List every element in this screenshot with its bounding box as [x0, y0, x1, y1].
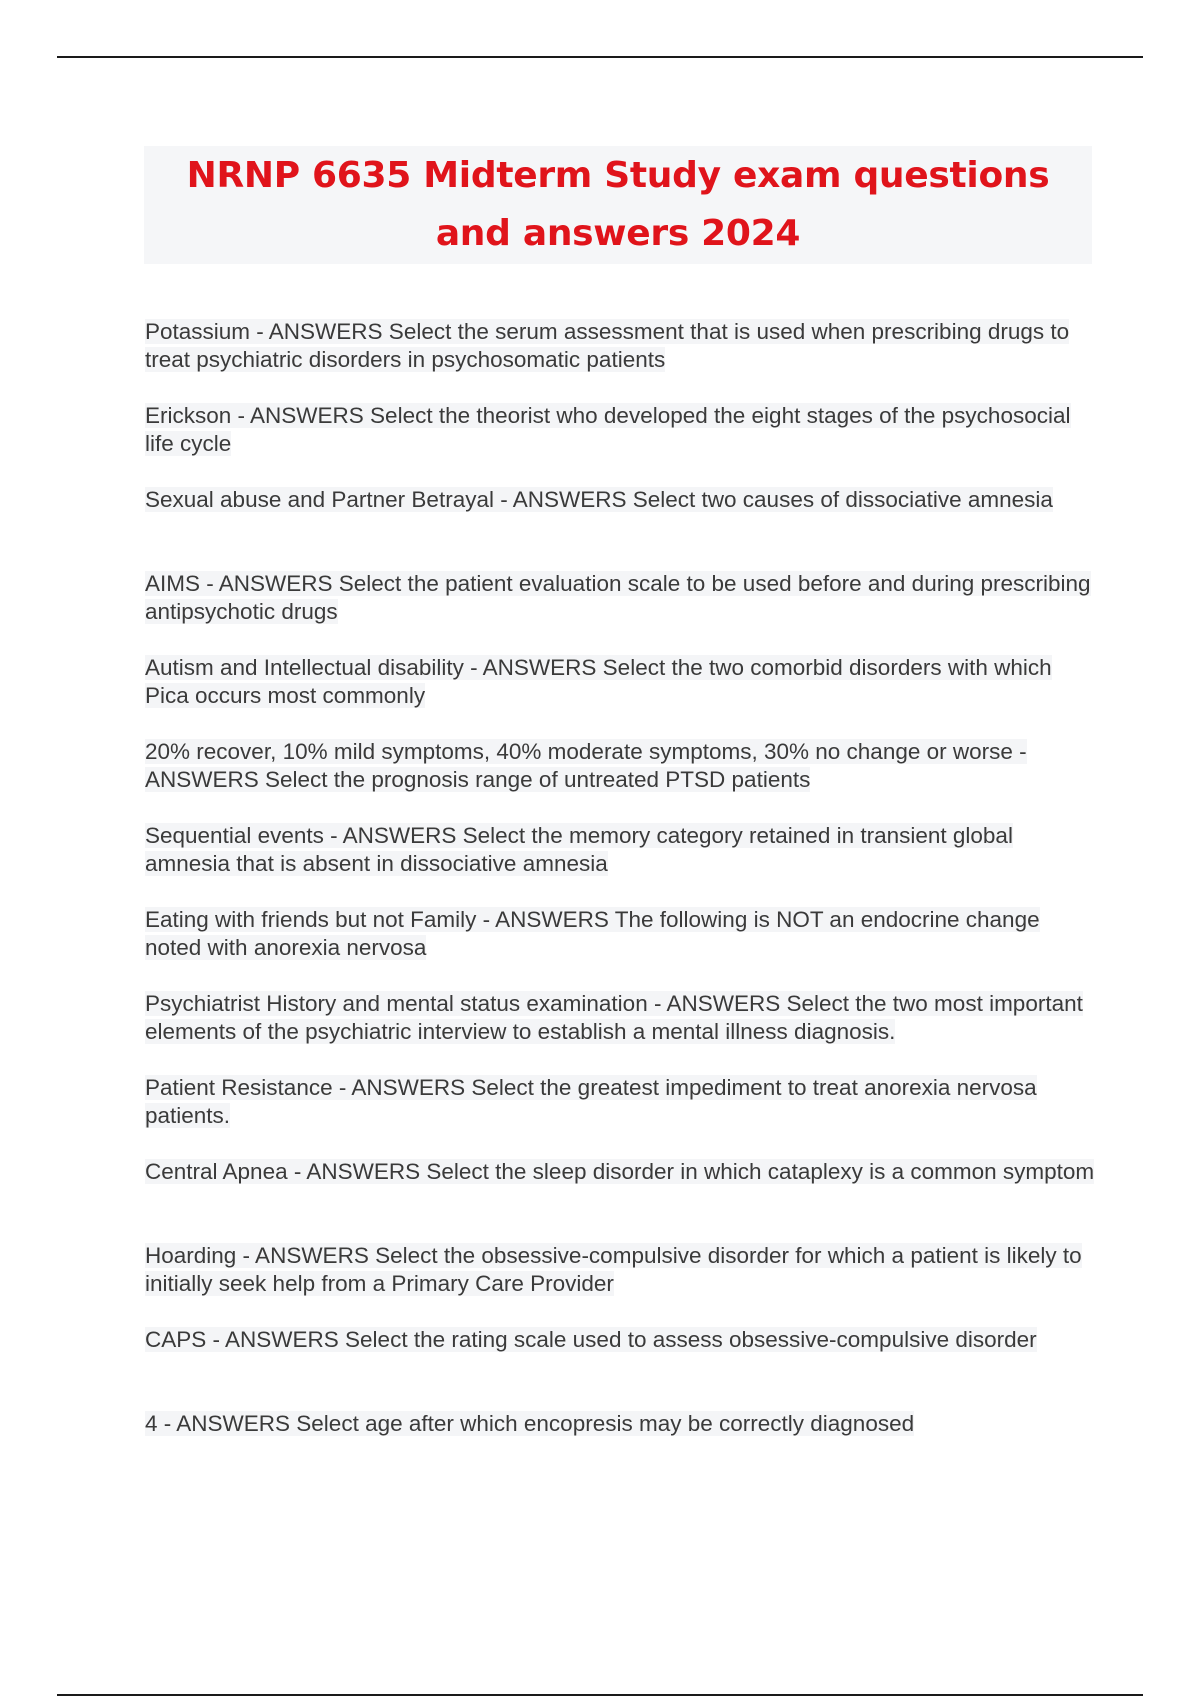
qa-item — [145, 1410, 1095, 1494]
qa-item — [145, 1074, 1095, 1158]
qa-text: Erickson - ANSWERS Select the theorist who developed the eight stages of the psychosocial life cycle — [145, 403, 1071, 456]
qa-text: Eating with friends but not Family - ANSWERS The following is NOT an endocrine change noted with anorexia nervosa — [145, 907, 1040, 960]
qa-text: Potassium - ANSWERS Select the serum assessment that is used when prescribing drugs to treat psychiatric disorders in psychosomatic patients — [145, 319, 1070, 372]
qa-text: Sexual abuse and Partner Betrayal - ANSWERS Select two causes of dissociative amnesia — [145, 487, 1053, 512]
qa-item — [145, 990, 1095, 1074]
footer-rule — [57, 1694, 1143, 1696]
qa-text: Sequential events - ANSWERS Select the memory category retained in transient global amnesia that is absent in dissociative amnesia — [145, 823, 1013, 876]
qa-item — [145, 318, 1095, 402]
qa-text: 4 - ANSWERS Select age after which encopresis may be correctly diagnosed — [145, 1411, 915, 1436]
qa-item — [145, 1158, 1095, 1242]
qa-text: Hoarding - ANSWERS Select the obsessive-compulsive disorder for which a patient is likely to initially seek help from a Primary Care Provider — [145, 1243, 1082, 1296]
qa-item — [145, 1242, 1095, 1326]
qa-item — [145, 1326, 1095, 1410]
qa-text: Patient Resistance - ANSWERS Select the greatest impediment to treat anorexia nervosa patients. — [145, 1075, 1037, 1128]
title-banner — [144, 146, 1092, 264]
document-title: NRNP 6635 Midterm Study exam questions and answers 2024 — [186, 155, 1050, 254]
qa-text: 20% recover, 10% mild symptoms, 40% moderate symptoms, 30% no change or worse - ANSWERS Select the prognosis range of untreated PTSD patients — [145, 739, 1027, 792]
qa-text: Psychiatrist History and mental status examination - ANSWERS Select the two most important elements of the psychiatric interview to establish a mental illness diagnosis. — [145, 991, 1083, 1044]
qa-text: CAPS - ANSWERS Select the rating scale used to assess obsessive-compulsive disorder — [145, 1327, 1037, 1352]
qa-text: AIMS - ANSWERS Select the patient evaluation scale to be used before and during prescribing antipsychotic drugs — [145, 571, 1091, 624]
qa-item — [145, 738, 1095, 822]
qa-text: Autism and Intellectual disability - ANSWERS Select the two comorbid disorders with which Pica occurs most commonly — [145, 655, 1052, 708]
qa-text: Central Apnea - ANSWERS Select the sleep disorder in which cataplexy is a common symptom — [145, 1159, 1095, 1184]
qa-list — [145, 318, 1095, 1494]
qa-item — [145, 570, 1095, 654]
qa-item — [145, 402, 1095, 486]
qa-item — [145, 654, 1095, 738]
qa-item — [145, 486, 1095, 570]
header-rule — [57, 56, 1143, 58]
qa-item — [145, 906, 1095, 990]
qa-item — [145, 822, 1095, 906]
